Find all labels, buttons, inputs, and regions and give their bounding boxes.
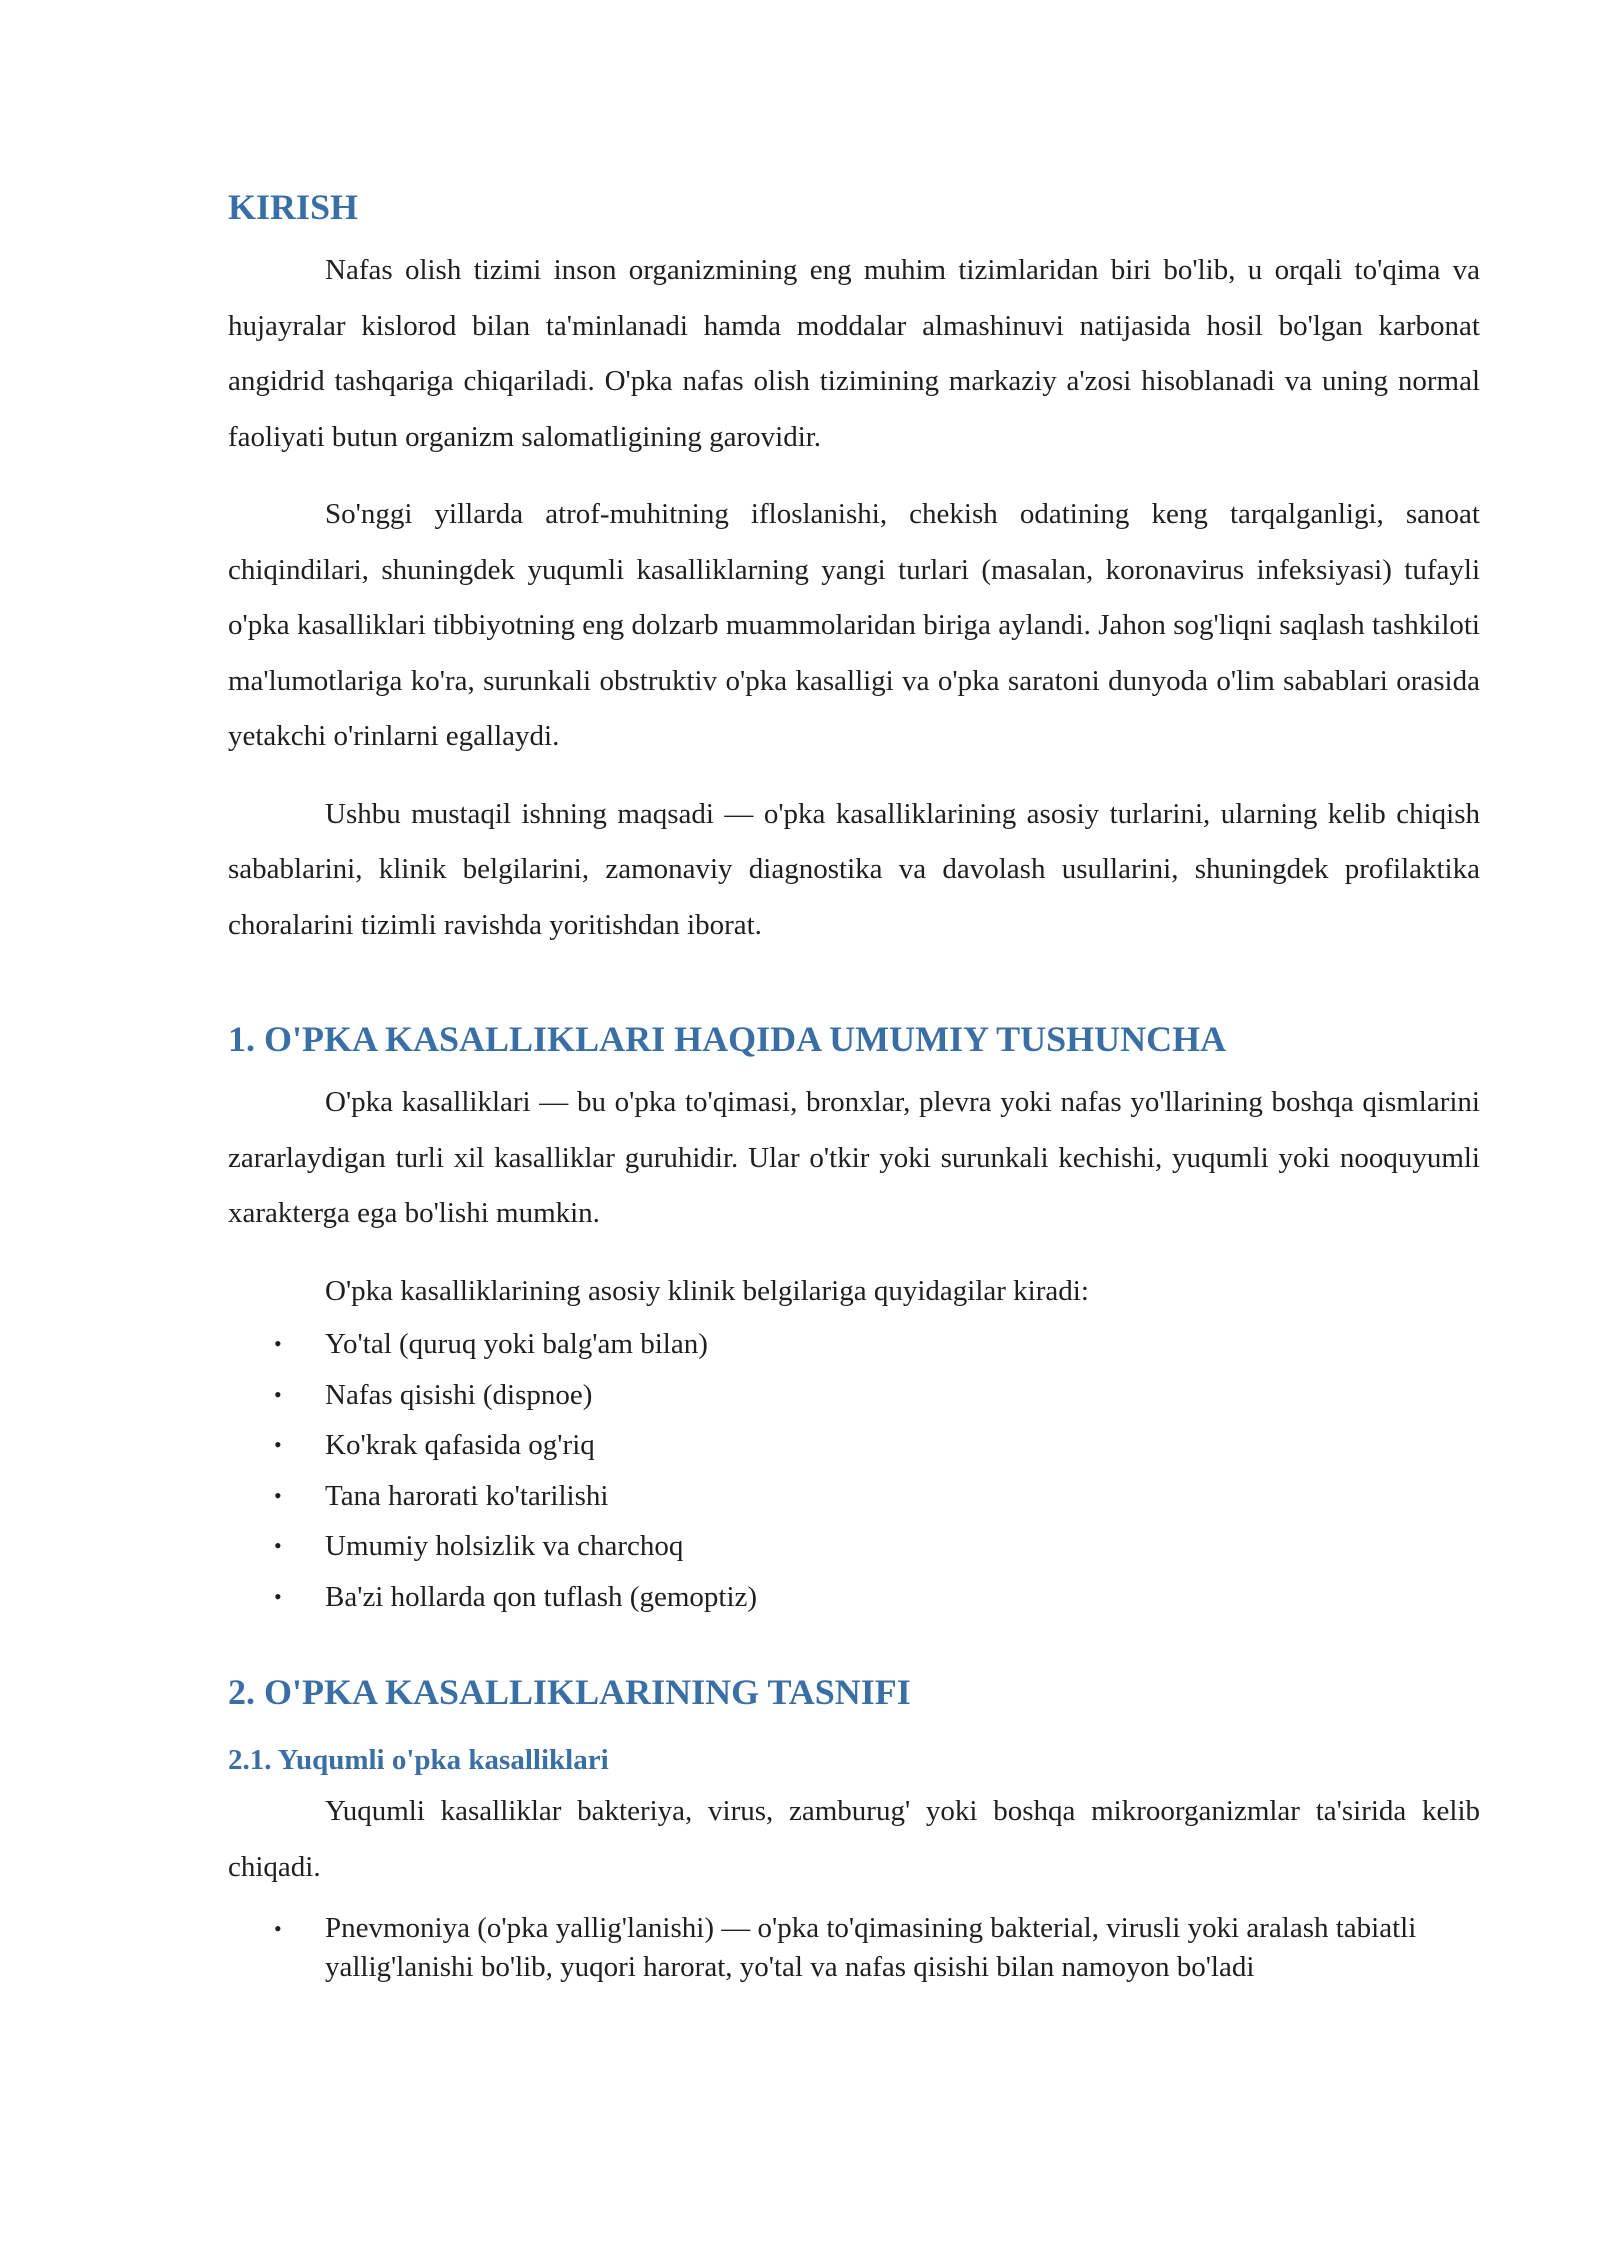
list-item-text: Ba'zi hollarda qon tuflash (gemoptiz)	[325, 1580, 758, 1613]
list-item-text: Tana harorati ko'tarilishi	[325, 1479, 609, 1512]
intro-heading: KIRISH	[228, 187, 359, 227]
infectious-disease-list	[228, 1909, 1480, 1987]
symptom-list	[228, 1319, 1480, 1622]
list-item	[228, 1521, 1480, 1572]
subsection-paragraph: Yuqumli kasalliklar bakteriya, virus, zamburug' yoki boshqa mikroorganizmlar ta'sirida kelib chiqadi.	[228, 1795, 1480, 1883]
bullet-icon: •	[274, 1916, 282, 1941]
list-item-text: Nafas qisishi (dispnoe)	[325, 1378, 593, 1411]
bullet-icon: •	[274, 1583, 282, 1609]
list-item-text: Yo'tal (quruq yoki balg'am bilan)	[325, 1328, 708, 1360]
list-item-text: Pnevmoniya (o'pka yallig'lanishi) — o'pka to'qimasining bakterial, virusli yoki aralash tabiatli yallig'lanishi bo'lib, yuqori harorat, yo'tal va nafas qisishi bilan namoyon bo'ladi	[325, 1912, 1417, 1983]
bullet-icon: •	[274, 1482, 282, 1508]
list-item	[228, 1572, 1480, 1623]
intro-paragraph-1: Nafas olish tizimi inson organizmining eng muhim tizimlaridan biri bo'lib, u orqali to'qima va hujayralar kislorod bilan ta'minlanadi hamda moddalar almashinuvi natijasida hosil bo'lgan karbonat angidrid tashqariga chiqariladi. O'pka nafas olish tizimining markaziy a'zosi hisoblanadi va uning normal faoliyati butun organizm salomatligining garovidir.	[228, 254, 1480, 453]
bullet-icon: •	[274, 1331, 282, 1356]
bullet-icon: •	[274, 1533, 282, 1558]
list-item	[228, 1370, 1480, 1421]
section1-heading: 1. O'PKA KASALLIKLARI HAQIDA UMUMIY TUSHUNCHA	[228, 1019, 1227, 1059]
document-page	[228, 185, 1480, 1987]
list-item	[228, 1471, 1480, 1522]
section2-heading: 2. O'PKA KASALLIKLARINING TASNIFI	[228, 1672, 911, 1712]
list-item-text: Ko'krak qafasida og'riq	[325, 1429, 595, 1461]
list-item	[228, 1909, 1480, 1987]
section1-paragraph-2: O'pka kasalliklarining asosiy klinik belgilariga quyidagilar kiradi:	[325, 1274, 1089, 1307]
section1-paragraph-1: O'pka kasalliklari — bu o'pka to'qimasi, bronxlar, plevra yoki nafas yo'llarining boshqa qismlarini zararlaydigan turli xil kasalliklar guruhidir. Ular o'tkir yoki surunkali kechishi, yuqumli yoki nooquyumli xarakterga ega bo'lishi mumkin.	[228, 1086, 1480, 1229]
list-item	[228, 1319, 1480, 1370]
list-item-text: Umumiy holsizlik va charchoq	[325, 1530, 684, 1562]
bullet-icon: •	[274, 1432, 282, 1457]
bullet-icon: •	[274, 1381, 282, 1407]
list-item	[228, 1420, 1480, 1471]
intro-paragraph-2: So'nggi yillarda atrof-muhitning ifloslanishi, chekish odatining keng tarqalganligi, sanoat chiqindilari, shuningdek yuqumli kasalliklarning yangi turlari (masalan, koronavirus infeksiyasi) tufayli o'pka kasalliklari tibbiyotning eng dolzarb muammolaridan biriga aylandi. Jahon sog'liqni saqlash tashkiloti ma'lumotlariga ko'ra, surunkali obstruktiv o'pka kasalligi va o'pka saratoni dunyoda o'lim sabablari orasida yetakchi o'rinlarni egallaydi.	[228, 498, 1480, 752]
subsection-heading: 2.1. Yuqumli o'pka kasalliklari	[228, 1744, 609, 1776]
intro-paragraph-3: Ushbu mustaqil ishning maqsadi — o'pka kasalliklarining asosiy turlarini, ularning kelib chiqish sabablarini, klinik belgilarini, zamonaviy diagnostika va davolash usullarini, shuningdek profilaktika choralarini tizimli ravishda yoritishdan iborat.	[228, 797, 1480, 941]
